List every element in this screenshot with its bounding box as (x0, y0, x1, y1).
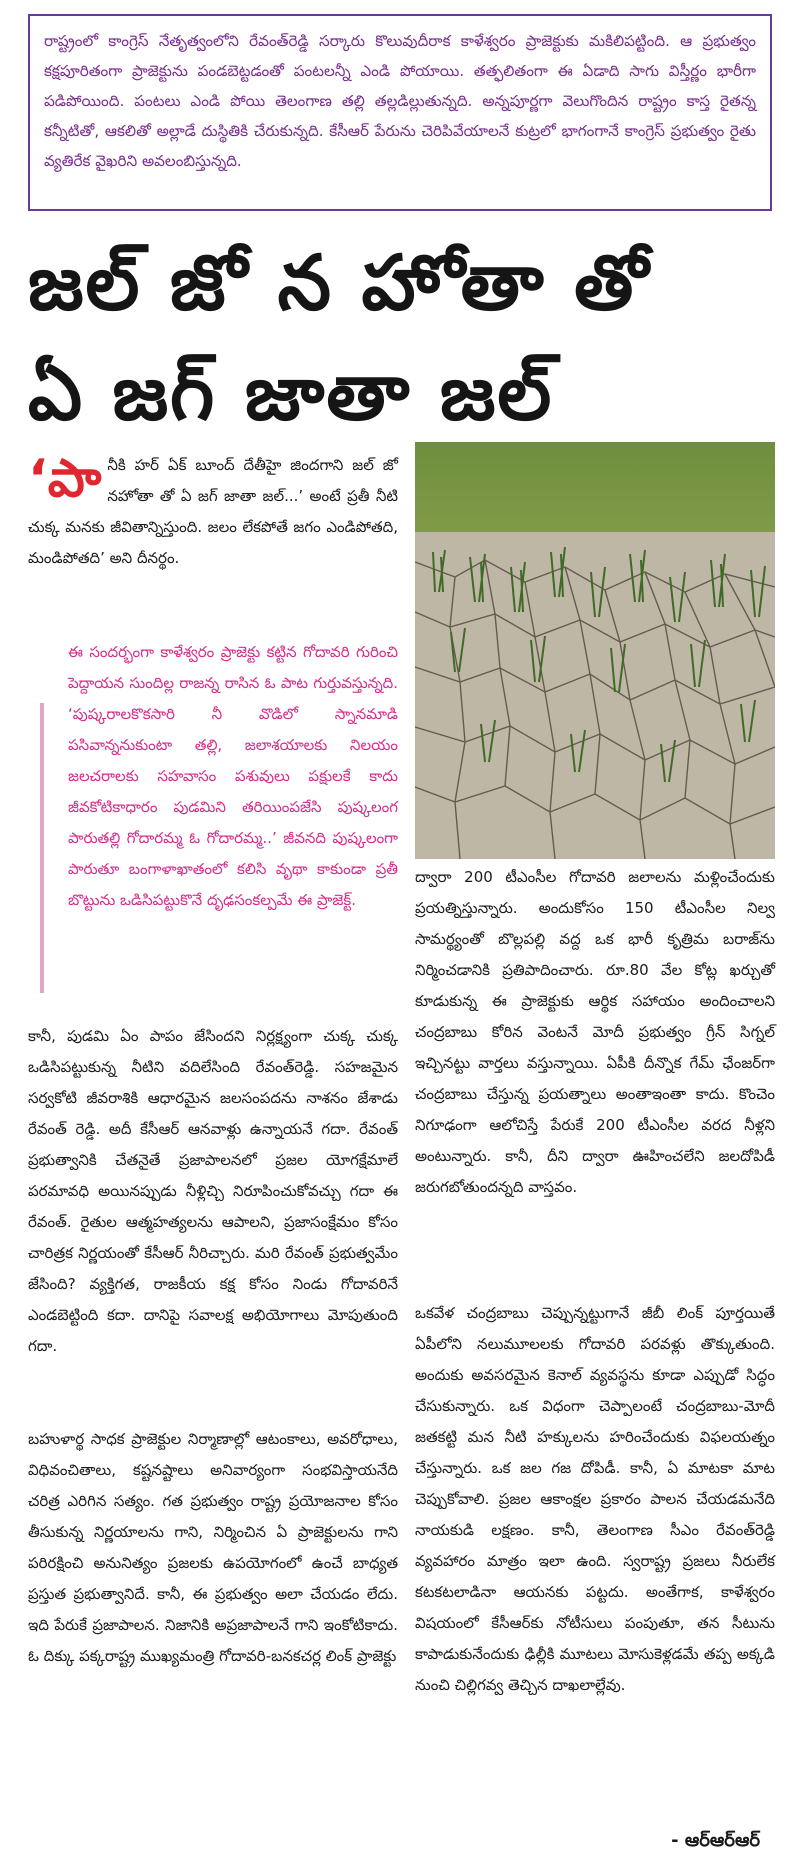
headline (28, 228, 772, 448)
cracked-earth-image (415, 442, 775, 859)
headline-line-1: జల్ జో న హోతా తో (28, 238, 651, 327)
left-paragraph-1: కానీ, పుడమి ఏం పాపం జేసిందని నిర్లక్ష్యంగా చుక్క చుక్క ఒడిసిపట్టుకున్న నీటిని వదిలేసింది రేవంత్‌రెడ్డి. సహజమైన సర్వకోటి జీవరాశికి ఆధారమైన జలసంపదను నాశనం జేశాడు రేవంత్ రెడ్డి. అదీ కేసీఆర్ ఆనవాళ్లు ఉన్నాయనే గదా. రేవంత్ ప్రభుత్వానికి చేతనైతే ప్రజాపాలనలో ప్రజల యోగక్షేమాలే పరమావధి అయినప్పుడు నీళ్లిచ్చి నిరూపించుకోవచ్చు గదా ఈ రేవంత్. రైతుల ఆత్మహత్యలను ఆపాలని, ప్రజాసంక్షేమం కోసం చారిత్రక నిర్ణయంతో కేసీఆర్ నీరిచ్చారు. మరి రేవంత్ ప్రభుత్వమేం జేసింది? వ్యక్తిగత, రాజకీయ కక్ష కోసం నిండు గోదావరినే ఎండబెట్టింది కదా. దానిపై సవాలక్ష అభియోగాలు మోపుతుంది గదా. (28, 1027, 398, 1355)
headline-line-2: ఏ జగ్ జాతా జల్ (28, 348, 554, 437)
lead-paragraph (28, 450, 398, 574)
lead-text: నీకి హర్ ఏక్ బూంద్ దేతీహై జిందగాని జల్ జో నహోతా తో ఏ జగ్ జాతా జల్...’ అంటే ప్రతీ నీటి చుక్క మనకు జీవితాన్నిస్తుంది. జలం లేకపోతే జగం ఎండిపోతది, మండిపోతది’ అని దీనర్థం. (28, 456, 398, 567)
dropcap: ‘పా (28, 449, 102, 509)
quote-bar (40, 703, 44, 993)
right-paragraph-2: ఒకవేళ చంద్రబాబు చెప్పున్నట్టుగానే జీబీ లింక్ పూర్తయితే ఏపీలోని నలుమూలలకు గోదావరి పరవళ్లు తొక్కుతుంది. అందుకు అవసరమైన కెనాల్ వ్యవస్థను కూడా ఎప్పుడో సిద్ధం చేసుకున్నారు. ఒక విధంగా చెప్పాలంటే చంద్రబాబు-మోదీ జతకట్టి మన నీటి హక్కులను హరించేందుకు విఫలయత్నం చేస్తున్నారు. ఒక జల గజ దోపిడీ. కానీ, ఏ మాటకా మాట చెప్పుకోవాలి. ప్రజల ఆకాంక్షల ప్రకారం పాలన చేయడమనేది నాయకుడి లక్షణం. కానీ, తెలంగాణ సీఎం రేవంత్‌రెడ్డి వ్యవహారం మాత్రం ఇలా ఉంది. స్వరాష్ట్ర ప్రజలు నీరులేక కటకటలాడినా ఆయనకు పట్టదు. అంతేగాక, కాళేశ్వరం విషయంలో కేసీఆర్‌కు నోటీసులు పంపుతూ, తన సీటును కాపాడుకునేందుకు ఢిల్లీకి మూటలు మోసుకెళ్లడమే తప్ప అక్కడి నుంచి చిల్లిగవ్వ తెచ్చిన దాఖలాల్లేవు. (415, 1304, 775, 1694)
left-paragraph-2: బహుళార్థ సాధక ప్రాజెక్టుల నిర్మాణాల్లో ఆటంకాలు, అవరోధాలు, విధివంచితాలు, కష్టనష్టాలు అనివార్యంగా సంభవిస్తాయనేది చరిత్ర ఎరిగిన సత్యం. గత ప్రభుత్వం రాష్ట్ర ప్రయోజనాల కోసం తీసుకున్న నిర్ణయాలను గాని, నిర్మించిన ఏ ప్రాజెక్టులను గాని పరిరక్షించి అనునిత్యం ప్రజలకు ఉపయోగంలో ఉంచే బాధ్యత ప్రస్తుత ప్రభుత్వానిదే. కానీ, ఈ ప్రభుత్వం అలా చేయడం లేదు. ఇది పేరుకే ప్రజాపాలన. నిజానికి అప్రజాపాలనే గాని ఇంకోటికాదు. ఓ దిక్కు పక్కరాష్ట్ర ముఖ్యమంత్రి గోదావరి-బనకచర్ల లింక్ ప్రాజెక్టు (28, 1430, 398, 1665)
pull-quote-text: ఈ సందర్భంగా కాళేశ్వరం ప్రాజెక్టు కట్టిన గోదావరి గురించి పెద్దాయన సుందిల్ల రాజన్న రాసిన ఓ పాట గుర్తువస్తున్నది. ‘పుష్కరాలకొకసారి నీ వొడిలో స్నానమాడి పసివాన్ననుకుంటా తల్లి, జలాశయాలకు నిలయం జలచరాలకు సహవాసం పశువులు పక్షులకే కాదు జీవకోటికాధారం పుడమిని తరియింపజేసి పుష్కలంగ పారుతల్లి గోదారమ్మ ఓ గోదారమ్మ..’ జీవనది పుష్కలంగా పారుతూ బంగాళాఖాతంలో కలిసి వృథా కాకుండా ప్రతీ బొట్టును ఒడిసిపట్టుకొనే దృఢసంకల్పమే ఈ ప్రాజెక్ట్. (68, 643, 398, 909)
drought-field-photo (415, 442, 775, 859)
byline: - ఆర్‌ఆర్‌ఆర్ (671, 1830, 760, 1851)
pull-quote (28, 637, 398, 1005)
intro-box: రాష్ట్రంలో కాంగ్రెస్ నేతృత్వంలోని రేవంత్‌రెడ్డి సర్కారు కొలువుదీరాక కాళేశ్వరం ప్రాజెక్టుకు మకిలిపట్టింది. ఆ ప్రభుత్వం కక్షపూరితంగా ప్రాజెక్టును పండబెట్టడంతో పంటలన్నీ ఎండి పోయాయి. తత్ఫలితంగా ఈ ఏడాది సాగు విస్తీర్ణం భారీగా పడిపోయింది. పంటలు ఎండి పోయి తెలంగాణ తల్లి తల్లడిల్లుతున్నది. అన్నపూర్ణగా వెలుగొందిన రాష్ట్రం కాస్త రైతన్న కన్నీటితో, ఆకలితో అల్లాడే దుస్థితికి చేరుకున్నది. కేసీఆర్ పేరును చెరిపివేయాలనే కుట్రలో భాగంగానే కాంగ్రెస్ ప్రభుత్వం రైతు వ్యతిరేక వైఖరిని అవలంబిస్తున్నది. (28, 14, 772, 211)
right-paragraph-1: ద్వారా 200 టీఎంసీల గోదావరి జలాలను మళ్లించేందుకు ప్రయత్నిస్తున్నారు. అందుకోసం 150 టీఎంసీల నిల్వ సామర్థ్యంతో బొల్లపల్లి వద్ద ఒక భారీ కృత్రిమ బరాజ్‌ను నిర్మించడానికి ప్రతిపాదించారు. రూ.80 వేల కోట్ల ఖర్చుతో కూడుకున్న ఈ ప్రాజెక్టుకు ఆర్థిక సహాయం అందించాలని చంద్రబాబు కోరిన వెంటనే మోదీ ప్రభుత్వం గ్రీన్ సిగ్నల్ ఇచ్చినట్టు వార్తలు వస్తున్నాయి. ఏపీకి దీన్నొక గేమ్ ఛేంజర్‌గా చంద్రబాబు చేస్తున్న ప్రయత్నాలు అంతాఇంతా కాదు. కొంచెం నిగూఢంగా ఆలోచిస్తే పేరుకే 200 టీఎంసీల వరద నీళ్లని అంటున్నారు. కానీ, దీని ద్వారా ఊహించలేని జలదోపిడీ జరుగబోతుందన్నది వాస్తవం. (415, 868, 775, 1196)
